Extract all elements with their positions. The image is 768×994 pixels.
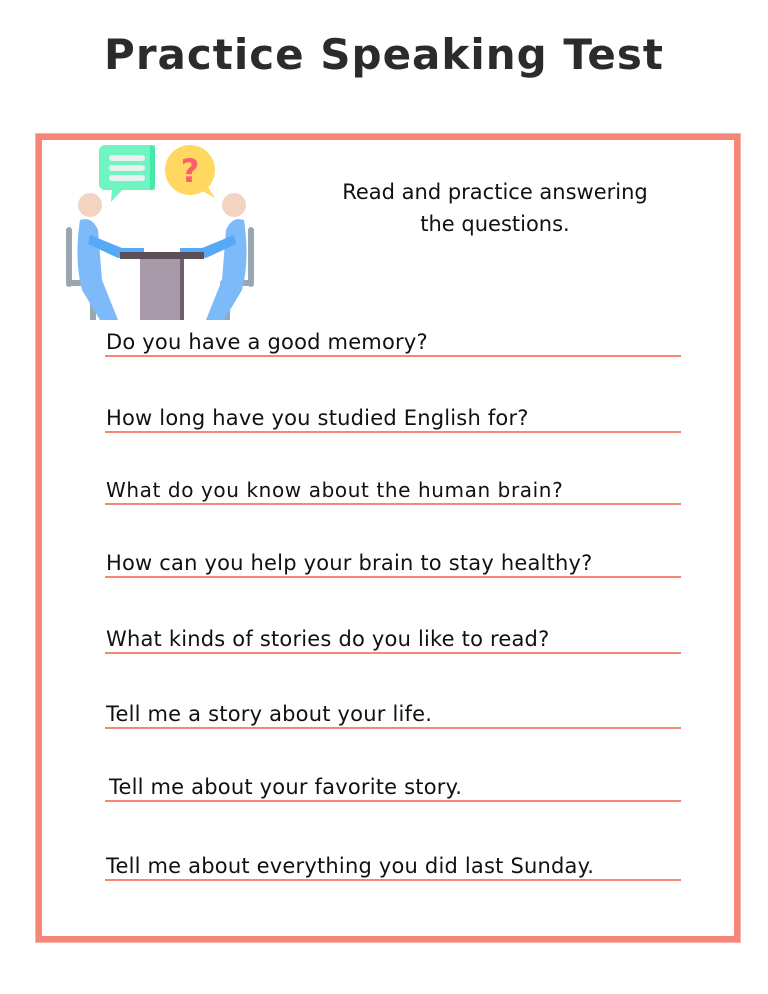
question-text: Tell me about your favorite story. — [109, 775, 463, 799]
question-line — [105, 697, 681, 729]
question-text: Tell me about everything you did last Sunday. — [106, 854, 595, 878]
instructions-line-1: Read and practice answering — [342, 180, 648, 204]
question-line — [105, 473, 681, 505]
question-line — [105, 622, 681, 654]
question-bubble-icon — [165, 145, 215, 198]
question-text: What do you know about the human brain? — [106, 478, 564, 502]
conversation-illustration — [62, 140, 262, 320]
instructions — [300, 176, 690, 240]
question-text: How long have you studied English for? — [106, 406, 529, 430]
page-title: Practice Speaking Test — [104, 30, 664, 79]
table-icon — [120, 252, 204, 320]
question-text: Do you have a good memory? — [106, 330, 428, 354]
question-line — [105, 849, 681, 881]
instructions-line-2: the questions. — [420, 212, 570, 236]
speech-bubble-icon — [99, 145, 155, 202]
question-line — [105, 546, 681, 578]
question-line — [105, 770, 681, 802]
svg-text:?: ? — [180, 152, 200, 190]
question-text: How can you help your brain to stay healthy? — [106, 551, 593, 575]
question-text: Tell me a story about your life. — [106, 702, 433, 726]
question-line — [105, 401, 681, 433]
question-line — [105, 325, 681, 357]
question-text: What kinds of stories do you like to read? — [106, 627, 550, 651]
